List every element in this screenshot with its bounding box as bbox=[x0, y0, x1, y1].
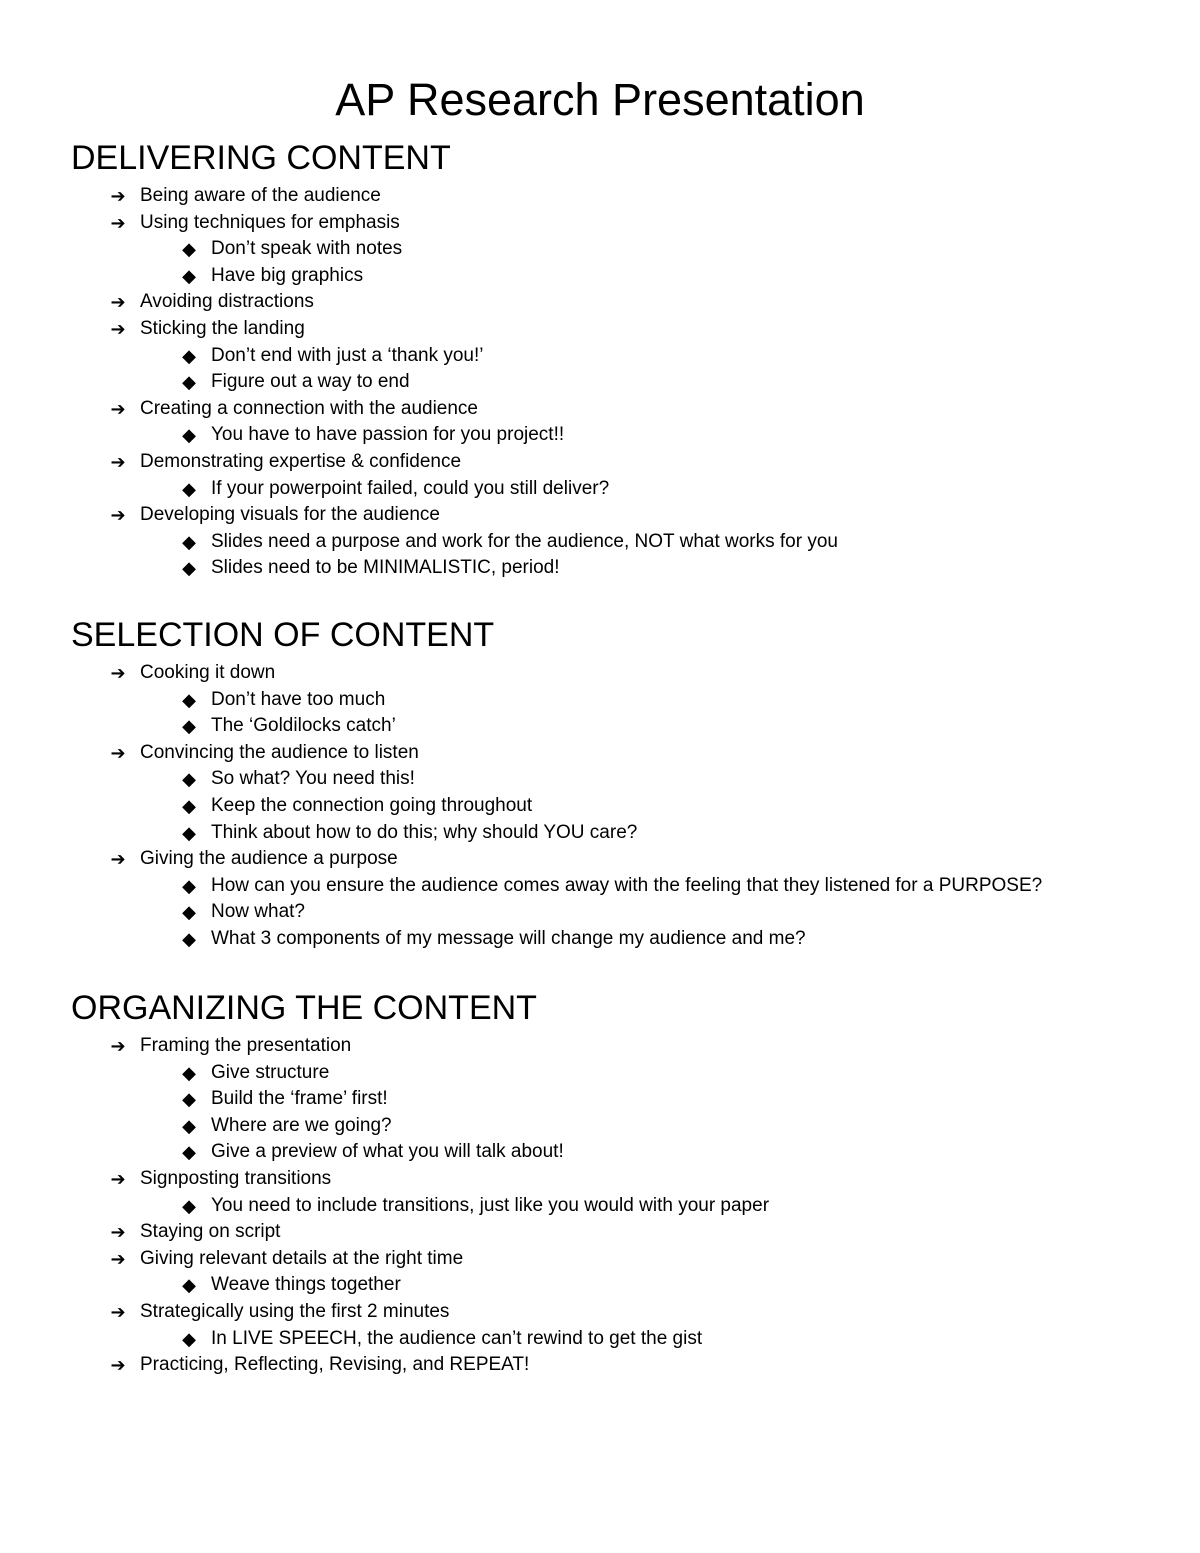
sub-list-item-text: Weave things together bbox=[211, 1274, 401, 1295]
list-item-text: Signposting transitions bbox=[140, 1168, 332, 1189]
arrow-right-icon: ➔ bbox=[110, 452, 126, 472]
sub-list-item-text: What 3 components of my message will change my audience and me? bbox=[211, 928, 806, 949]
sub-list-item-text: Give structure bbox=[211, 1062, 330, 1083]
sub-list-item-text: Build the ‘frame’ first! bbox=[211, 1088, 388, 1109]
sub-list-item-text: Now what? bbox=[211, 901, 305, 922]
list-item-text: Sticking the landing bbox=[140, 318, 305, 339]
diamond-icon: ◆ bbox=[182, 239, 196, 259]
arrow-right-icon: ➔ bbox=[110, 1249, 126, 1269]
list-item-text: Using techniques for emphasis bbox=[140, 212, 400, 233]
list-item-text: Convincing the audience to listen bbox=[140, 742, 419, 763]
diamond-icon: ◆ bbox=[182, 1329, 196, 1349]
diamond-icon: ◆ bbox=[182, 1275, 196, 1295]
diamond-icon: ◆ bbox=[182, 425, 196, 445]
diamond-icon: ◆ bbox=[182, 902, 196, 922]
sub-list-item-text: Keep the connection going throughout bbox=[211, 795, 533, 816]
arrow-right-icon: ➔ bbox=[110, 213, 126, 233]
diamond-icon: ◆ bbox=[182, 823, 196, 843]
diamond-icon: ◆ bbox=[182, 479, 196, 499]
diamond-icon: ◆ bbox=[182, 1063, 196, 1083]
list-item-text: Developing visuals for the audience bbox=[140, 504, 440, 525]
list-item-text: Being aware of the audience bbox=[140, 185, 381, 206]
arrow-right-icon: ➔ bbox=[110, 849, 126, 869]
list-item-text: Creating a connection with the audience bbox=[140, 398, 479, 419]
diamond-icon: ◆ bbox=[182, 266, 196, 286]
list-item-text: Demonstrating expertise & confidence bbox=[140, 451, 462, 472]
sub-list-item-text: Don’t end with just a ‘thank you!’ bbox=[211, 345, 484, 366]
arrow-right-icon: ➔ bbox=[110, 399, 126, 419]
list-item-text: Framing the presentation bbox=[140, 1035, 352, 1056]
sub-list-item-text: The ‘Goldilocks catch’ bbox=[211, 715, 396, 736]
diamond-icon: ◆ bbox=[182, 690, 196, 710]
diamond-icon: ◆ bbox=[182, 1116, 196, 1136]
sub-list-item-text: Don’t speak with notes bbox=[211, 238, 403, 259]
sub-list-item-text: Slides need to be MINIMALISTIC, period! bbox=[211, 557, 560, 578]
diamond-icon: ◆ bbox=[182, 769, 196, 789]
list-item-text: Giving the audience a purpose bbox=[140, 848, 398, 869]
sub-list-item-text: Where are we going? bbox=[211, 1115, 392, 1136]
diamond-icon: ◆ bbox=[182, 716, 196, 736]
sub-list-item-text: So what? You need this! bbox=[211, 768, 415, 789]
sub-list-item-text: Figure out a way to end bbox=[211, 371, 410, 392]
arrow-right-icon: ➔ bbox=[110, 319, 126, 339]
diamond-icon: ◆ bbox=[182, 876, 196, 896]
list-item-text: Giving relevant details at the right time bbox=[140, 1248, 464, 1269]
arrow-right-icon: ➔ bbox=[110, 1355, 126, 1375]
sub-list-item-text: Slides need a purpose and work for the audience, NOT what works for you bbox=[211, 531, 838, 552]
arrow-right-icon: ➔ bbox=[110, 663, 126, 683]
list-item-text: Practicing, Reflecting, Revising, and REPEAT! bbox=[140, 1354, 530, 1375]
list-item-text: Strategically using the first 2 minutes bbox=[140, 1301, 450, 1322]
diamond-icon: ◆ bbox=[182, 796, 196, 816]
sub-list-item-text: Give a preview of what you will talk about! bbox=[211, 1141, 564, 1162]
diamond-icon: ◆ bbox=[182, 1196, 196, 1216]
diamond-icon: ◆ bbox=[182, 532, 196, 552]
diamond-icon: ◆ bbox=[182, 346, 196, 366]
section-heading: ORGANIZING THE CONTENT bbox=[71, 989, 537, 1027]
sub-list-item-text: Don’t have too much bbox=[211, 689, 386, 710]
arrow-right-icon: ➔ bbox=[110, 186, 126, 206]
diamond-icon: ◆ bbox=[182, 1089, 196, 1109]
diamond-icon: ◆ bbox=[182, 558, 196, 578]
sub-list-item-text: Have big graphics bbox=[211, 265, 364, 286]
sub-list-item-text: Think about how to do this; why should YOU care? bbox=[211, 822, 638, 843]
page-title: AP Research Presentation bbox=[335, 74, 865, 125]
arrow-right-icon: ➔ bbox=[110, 743, 126, 763]
arrow-right-icon: ➔ bbox=[110, 1302, 126, 1322]
diamond-icon: ◆ bbox=[182, 929, 196, 949]
arrow-right-icon: ➔ bbox=[110, 1169, 126, 1189]
sub-list-item-text: You need to include transitions, just like you would with your paper bbox=[211, 1195, 770, 1216]
diamond-icon: ◆ bbox=[182, 372, 196, 392]
arrow-right-icon: ➔ bbox=[110, 292, 126, 312]
sub-list-item-text: How can you ensure the audience comes away with the feeling that they listened for a PURPOSE? bbox=[211, 875, 1043, 896]
sub-list-item-text: If your powerpoint failed, could you still deliver? bbox=[211, 478, 610, 499]
arrow-right-icon: ➔ bbox=[110, 505, 126, 525]
arrow-right-icon: ➔ bbox=[110, 1036, 126, 1056]
list-item-text: Avoiding distractions bbox=[140, 291, 314, 312]
sub-list-item-text: In LIVE SPEECH, the audience can’t rewind to get the gist bbox=[211, 1328, 703, 1349]
list-item-text: Staying on script bbox=[140, 1221, 281, 1242]
arrow-right-icon: ➔ bbox=[110, 1222, 126, 1242]
list-item-text: Cooking it down bbox=[140, 662, 276, 683]
sub-list-item-text: You have to have passion for you project!! bbox=[211, 424, 565, 445]
section-heading: SELECTION OF CONTENT bbox=[71, 616, 495, 654]
diamond-icon: ◆ bbox=[182, 1142, 196, 1162]
section-heading: DELIVERING CONTENT bbox=[71, 139, 451, 177]
